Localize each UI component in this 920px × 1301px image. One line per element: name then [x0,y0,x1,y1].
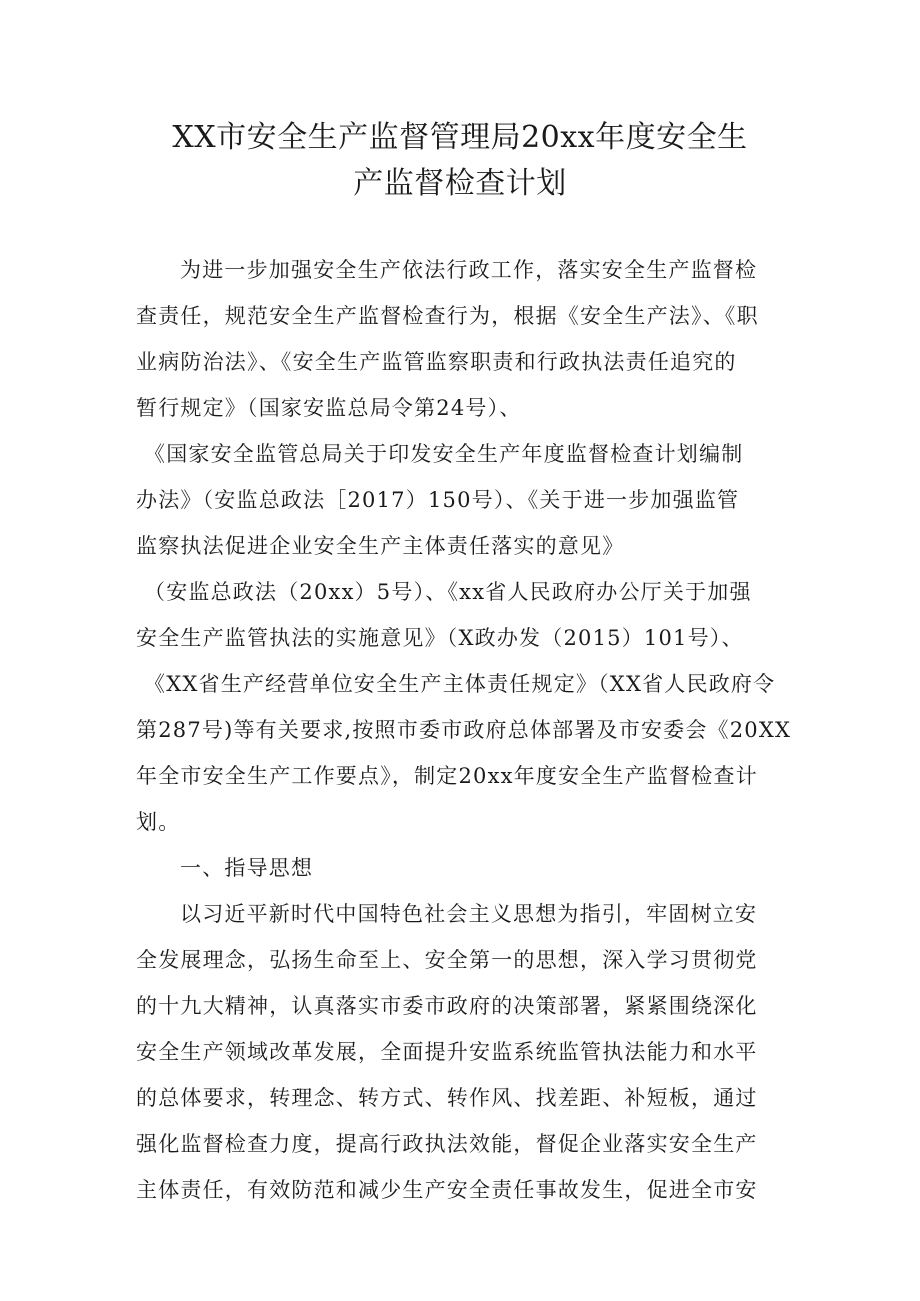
paragraph-line: 以习近平新时代中国特色社会主义思想为指引，牢固树立安 [180,902,758,926]
paragraph-line: 强化监督检查力度，提高行政执法效能，督促企业落实安全生产 [136,1132,758,1156]
paragraph-line: 第287号)等有关要求,按照市委市政府总体部署及市安委会《20XX [136,718,792,742]
paragraph-line: 安全生产监管执法的实施意见》（X政办发（2015）101号）、 [136,626,744,650]
paragraph-line: 的总体要求，转理念、转方式、转作风、找差距、补短板，通过 [136,1086,758,1110]
paragraph-line: 查责任，规范安全生产监督检查行为，根据《安全生产法》、《职 [136,304,759,328]
paragraph-line: 监察执法促进企业安全生产主体责任落实的意见》 [136,534,625,558]
paragraph-line: 划。 [136,810,181,834]
paragraph-line: 安全生产领域改革发展，全面提升安监系统监管执法能力和水平 [136,1040,758,1064]
paragraph-line: 主体责任，有效防范和减少生产安全责任事故发生，促进全市安 [136,1178,758,1202]
paragraph-line: 《XX省生产经营单位安全生产主体责任规定》（XX省人民政府令 [144,672,776,696]
section-heading: 一、指导思想 [180,856,314,880]
paragraph-line: 为进一步加强安全生产依法行政工作，落实安全生产监督检 [180,258,758,282]
paragraph-line: 办法》（安监总政法［2017）150号）、《关于进一步加强监管 [136,488,740,512]
paragraph-line: 全发展理念，弘扬生命至上、安全第一的思想，深入学习贯彻党 [136,948,758,972]
title-line: 产监督检查计划 [353,166,567,201]
paragraph-line: （安监总政法（20xx）5号）、《xx省人民政府办公厅关于加强 [144,580,752,604]
title-line: XX市安全生产监督管理局20xx年度安全生 [172,120,748,155]
paragraph-line: 《国家安全监管总局关于印发安全生产年度监督检查计划编制 [144,442,744,466]
paragraph-line: 年全市安全生产工作要点》，制定20xx年度安全生产监督检查计 [136,764,758,788]
paragraph-line: 暂行规定》（国家安监总局令第24号）、 [136,396,522,420]
document-title [100,115,820,207]
paragraph-line: 的十九大精神，认真落实市委市政府的决策部署，紧紧围绕深化 [136,994,758,1018]
paragraph-line: 业病防治法》、《安全生产监管监察职责和行政执法责任追究的 [136,350,737,374]
document-body [136,247,796,1213]
